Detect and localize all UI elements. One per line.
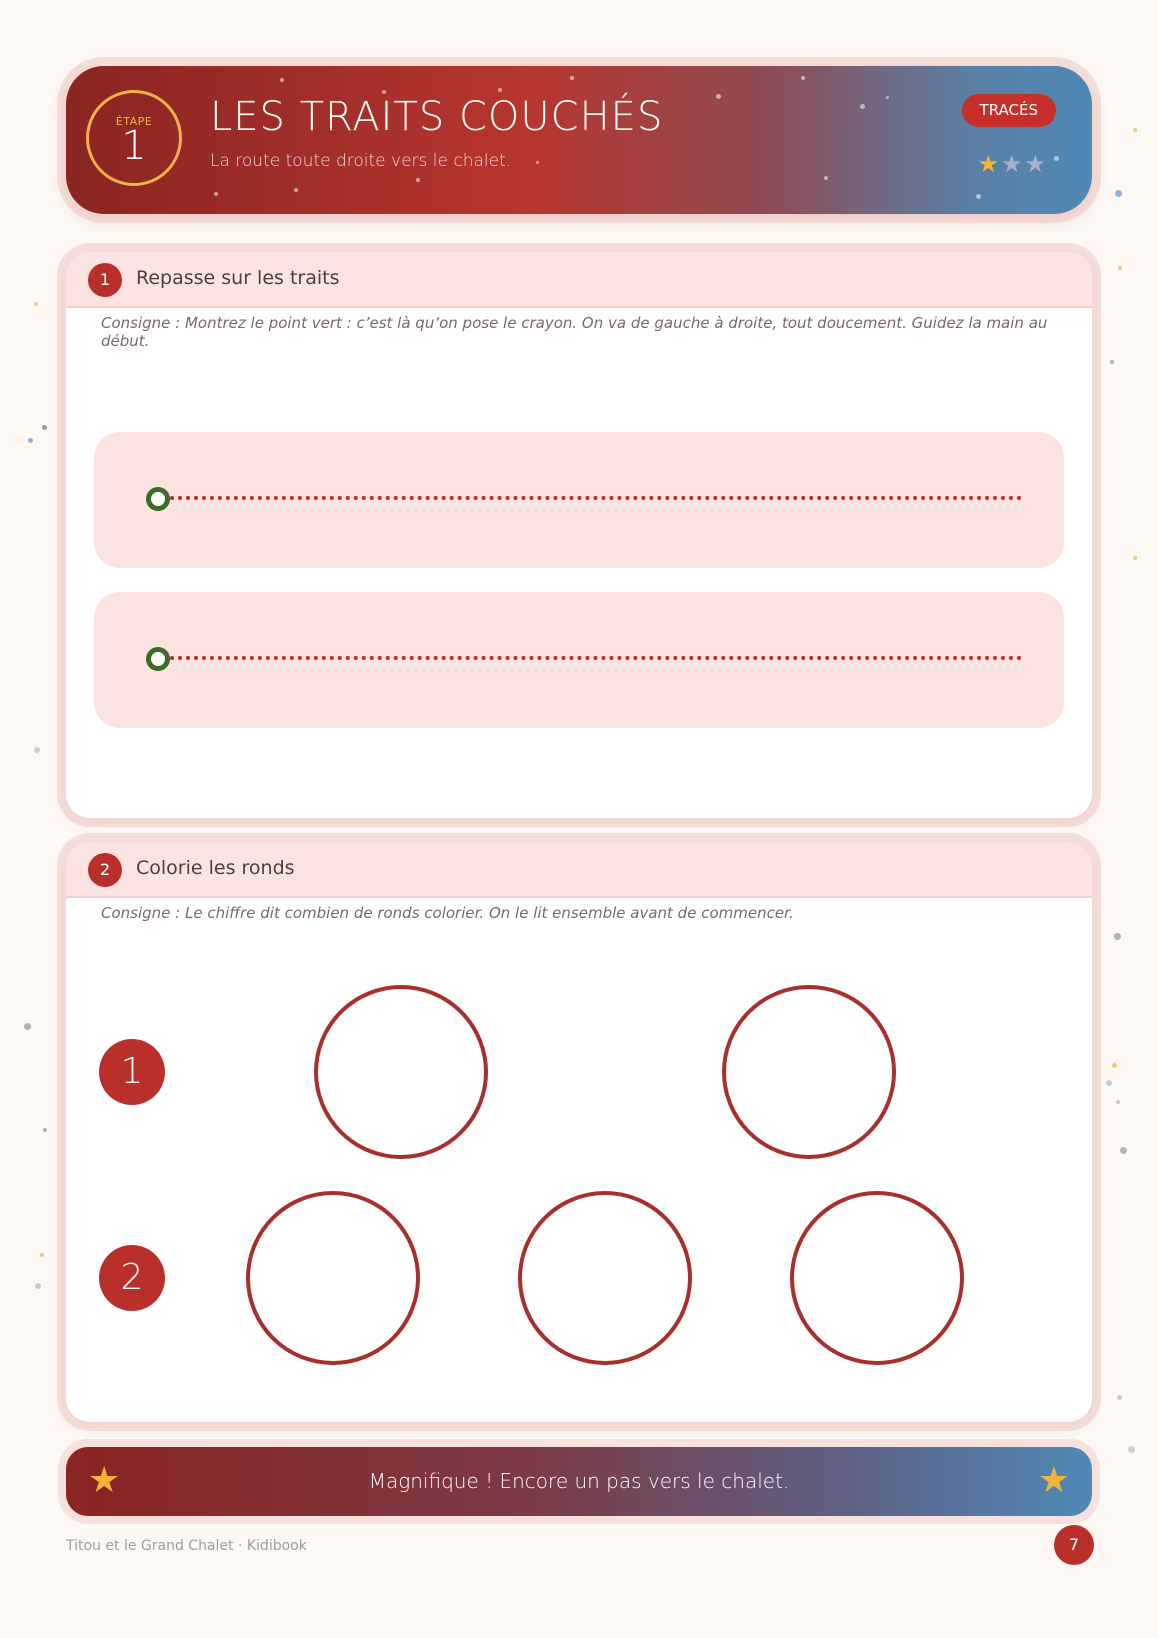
sparkle: [1054, 156, 1059, 161]
etape-number: 1: [121, 123, 147, 169]
confetti-dot: [24, 1023, 31, 1030]
confetti-dot: [1133, 556, 1137, 560]
sparkle: [716, 94, 721, 99]
etape-circle: [86, 90, 182, 186]
sparkle: [801, 76, 805, 80]
color-circle[interactable]: [518, 1191, 692, 1365]
lesson-header: [66, 66, 1092, 214]
exercise-title: Colorie les ronds: [136, 857, 295, 879]
confetti-dot: [35, 1283, 41, 1289]
difficulty-stars: [977, 150, 1048, 178]
confetti-dot: [40, 1253, 44, 1257]
confetti-dot: [1118, 266, 1122, 270]
sparkle: [824, 176, 828, 180]
trace-band: [94, 432, 1064, 568]
sparkle: [498, 88, 502, 92]
etape-label: ÉTAPE: [115, 115, 153, 128]
exercise-card-trace: [66, 252, 1092, 818]
confetti-dot: [28, 438, 33, 443]
color-circle[interactable]: [722, 985, 896, 1159]
category-badge: TRACÉS: [962, 94, 1056, 127]
page-number: 7: [1054, 1525, 1094, 1565]
dotted-trace-line[interactable]: [162, 656, 1022, 660]
confetti-dot: [43, 1128, 47, 1132]
confetti-dot: [34, 747, 40, 753]
confetti-dot: [1106, 1080, 1112, 1086]
star-icon: ★: [88, 1460, 121, 1501]
confetti-dot: [1128, 1446, 1135, 1453]
start-point-icon: [146, 647, 170, 671]
confetti-dot: [1115, 190, 1122, 197]
color-circle[interactable]: [314, 985, 488, 1159]
exercise-header: [66, 252, 1092, 308]
footer-book-title: Titou et le Grand Chalet · Kidibook: [66, 1538, 307, 1554]
exercise-header: [66, 842, 1092, 898]
sparkle: [886, 96, 889, 99]
sparkle: [280, 78, 284, 82]
confetti-dot: [42, 425, 47, 430]
exercise-title: Repasse sur les traits: [136, 267, 340, 289]
star-empty-icon: ★: [1024, 150, 1048, 178]
trace-band: [94, 592, 1064, 728]
exercise-instruction: Consigne : Le chiffre dit combien de ronds colorier. On le lit ensemble avant de commencer.: [101, 904, 794, 922]
color-circle[interactable]: [246, 1191, 420, 1365]
count-number: 1: [99, 1039, 165, 1105]
confetti-dot: [34, 302, 38, 306]
exercise-instruction: Consigne : Montrez le point vert : c’est là qu’on pose le crayon. On va de gauche à droite, tout doucement. Guidez la main au début.: [101, 314, 1048, 350]
sparkle: [976, 194, 981, 199]
star-filled-icon: ★: [977, 150, 1001, 178]
sparkle: [294, 188, 298, 192]
dotted-trace-line[interactable]: [162, 496, 1022, 500]
confetti-dot: [1112, 1063, 1117, 1068]
start-point-icon: [146, 487, 170, 511]
page-title: LES TRAITS COUCHÉS: [210, 94, 664, 140]
confetti-dot: [1117, 1395, 1122, 1400]
confetti-dot: [1120, 1147, 1127, 1154]
sparkle: [860, 104, 865, 109]
confetti-dot: [1116, 1100, 1120, 1104]
count-number: 2: [99, 1245, 165, 1311]
page-subtitle: La route toute droite vers le chalet.: [210, 151, 512, 171]
sparkle: [416, 178, 420, 182]
star-empty-icon: ★: [1000, 150, 1025, 178]
confetti-dot: [1114, 933, 1121, 940]
sparkle: [536, 161, 539, 164]
sparkle: [570, 76, 574, 80]
exercise-number: 1: [88, 263, 122, 297]
star-icon: ★: [1037, 1460, 1070, 1501]
color-circle[interactable]: [790, 1191, 964, 1365]
exercise-number: 2: [88, 853, 122, 887]
encouragement-banner: [66, 1447, 1092, 1516]
sparkle: [214, 192, 218, 196]
exercise-card-color: [66, 842, 1092, 1422]
confetti-dot: [1133, 128, 1137, 132]
confetti-dot: [1110, 360, 1114, 364]
banner-text: Magnifique ! Encore un pas vers le chalet.: [368, 1469, 790, 1493]
